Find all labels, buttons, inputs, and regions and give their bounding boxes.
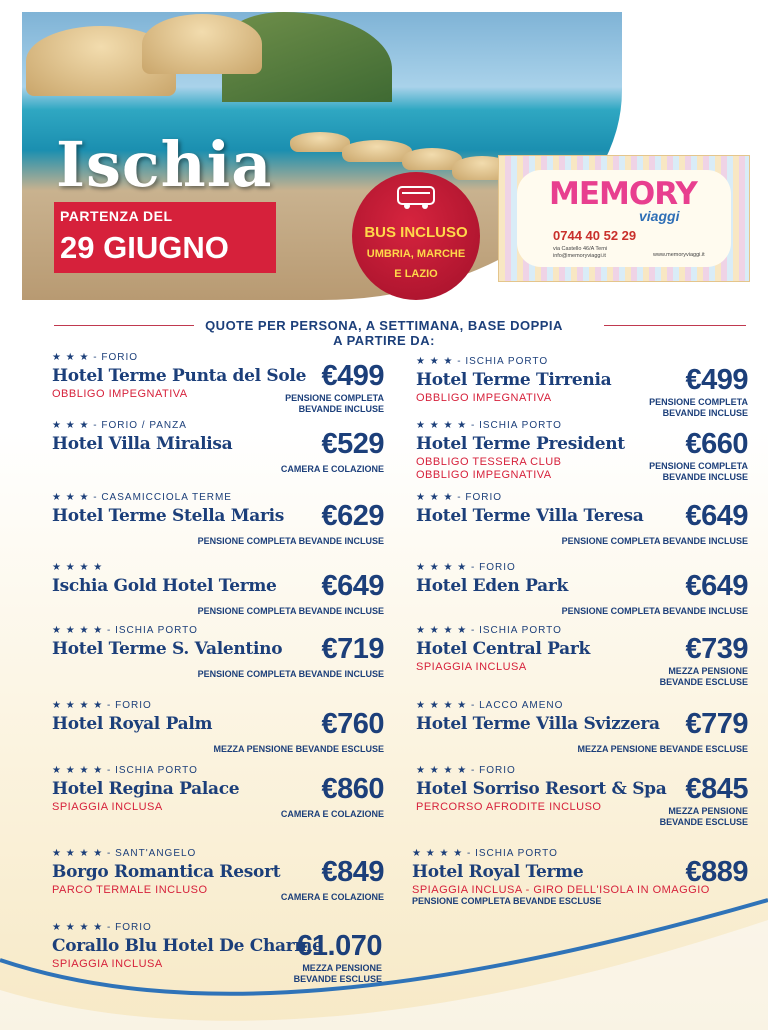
hotel-stars: ★ ★ ★ ★ (52, 562, 104, 573)
hotel-name: Hotel Terme Villa Teresa (416, 506, 644, 526)
hotel-entry (416, 492, 748, 564)
hotel-name: Hotel Terme Tirrenia (416, 370, 612, 390)
hotel-stars: ★ ★ ★ - CASAMICCIOLA TERME (52, 492, 232, 503)
hotel-entry (416, 700, 748, 772)
hotel-conditions: PENSIONE COMPLETA (649, 461, 748, 471)
hotel-conditions: BEVANDE ESCLUSE (293, 974, 382, 984)
hotel-note: OBBLIGO TESSERA CLUB (416, 456, 562, 468)
hotel-conditions: CAMERA E COLAZIONE (280, 809, 384, 819)
hotel-entry (52, 420, 384, 492)
hotel-conditions: MEZZA PENSIONE (302, 963, 382, 973)
hotel-name: Borgo Romantica Resort (52, 862, 281, 882)
hotel-name: Hotel Sorriso Resort & Spa (416, 779, 667, 799)
decorative-wave (0, 890, 768, 1030)
hotel-name: Hotel Eden Park (416, 576, 568, 596)
hotel-stars: ★ ★ ★ - FORIO / PANZA (52, 420, 187, 431)
hotel-conditions: BEVANDE ESCLUSE (659, 817, 748, 827)
hotel-note: SPIAGGIA INCLUSA (416, 661, 527, 673)
hotel-entry (52, 352, 384, 424)
agency-email: info@memoryviaggi.it (553, 253, 606, 259)
hotel-entry (52, 492, 384, 564)
umbrella-shape (142, 14, 262, 74)
hotel-name: Corallo Blu Hotel De Charme (52, 936, 323, 956)
hotel-entry (416, 625, 748, 697)
hotel-name: Hotel Terme Stella Maris (52, 506, 285, 526)
hotel-entry (416, 765, 748, 837)
hotel-conditions: PENSIONE COMPLETA (649, 397, 748, 407)
departure-box (54, 202, 276, 273)
bus-regions-line1: UMBRIA, MARCHE (366, 248, 466, 260)
departure-label: PARTENZA DEL (60, 208, 173, 224)
agency-address (553, 246, 643, 260)
hotel-note: SPIAGGIA INCLUSA - GIRO DELL'ISOLA IN OMAGGIO (412, 884, 710, 896)
hotel-stars: ★ ★ ★ ★ - FORIO (52, 700, 152, 711)
hotel-conditions: MEZZA PENSIONE (668, 666, 748, 676)
hotel-conditions: PENSIONE COMPLETA BEVANDE INCLUSE (197, 669, 384, 679)
hotel-name: Hotel Terme Villa Svizzera (416, 714, 660, 734)
hotel-conditions: CAMERA E COLAZIONE (280, 892, 384, 902)
hotel-name: Ischia Gold Hotel Terme (52, 576, 277, 596)
hotel-conditions: PENSIONE COMPLETA BEVANDE ESCLUSE (412, 896, 602, 906)
hotel-stars: ★ ★ ★ ★ - ISCHIA PORTO (416, 625, 562, 636)
hotel-stars: ★ ★ ★ ★ - ISCHIA PORTO (412, 848, 558, 859)
hotel-note: OBBLIGO IMPEGNATIVA (52, 388, 188, 400)
hotel-entry (416, 420, 748, 492)
bus-included-label: BUS INCLUSO (364, 224, 468, 241)
quote-header-line1: QUOTE PER PERSONA, A SETTIMANA, BASE DOPPIA (205, 318, 563, 333)
logo-frame (517, 170, 731, 267)
hotel-name: Hotel Villa Miralisa (52, 434, 233, 454)
hotel-note: OBBLIGO IMPEGNATIVA (416, 392, 552, 404)
hotel-name: Hotel Terme Punta del Sole (52, 366, 307, 386)
hotel-stars: ★ ★ ★ ★ - FORIO (416, 562, 516, 573)
agency-name: MEMORY (549, 176, 697, 212)
agency-address-line: via Castello 46/A Terni (553, 246, 608, 252)
hotel-price: €649 (685, 500, 748, 532)
hotel-stars: ★ ★ ★ ★ - FORIO (52, 922, 152, 933)
hotel-entry (52, 625, 384, 697)
destination-title: Ischia (56, 128, 273, 201)
hotel-conditions: MEZZA PENSIONE (668, 806, 748, 816)
hotel-note: SPIAGGIA INCLUSA (52, 801, 163, 813)
hotel-stars: ★ ★ ★ ★ - ISCHIA PORTO (52, 625, 198, 636)
hotel-conditions: BEVANDE ESCLUSE (659, 677, 748, 687)
hotel-conditions: PENSIONE COMPLETA BEVANDE INCLUSE (561, 536, 748, 546)
hotel-price: €529 (321, 428, 384, 460)
hotel-conditions: BEVANDE INCLUSE (662, 408, 748, 418)
hotel-entry (52, 562, 384, 634)
bus-badge (352, 172, 480, 300)
hotel-conditions: BEVANDE INCLUSE (298, 404, 384, 414)
hotel-price: €629 (321, 500, 384, 532)
hotel-conditions: PENSIONE COMPLETA BEVANDE INCLUSE (561, 606, 748, 616)
hotel-name: Hotel Terme President (416, 434, 625, 454)
hotel-name: Hotel Regina Palace (52, 779, 240, 799)
hotel-conditions: BEVANDE INCLUSE (662, 472, 748, 482)
hotel-price: €660 (685, 428, 748, 460)
hotel-conditions: MEZZA PENSIONE BEVANDE ESCLUSE (577, 744, 748, 754)
hotel-stars: ★ ★ ★ - FORIO (416, 492, 503, 503)
hotel-stars: ★ ★ ★ ★ - ISCHIA PORTO (416, 420, 562, 431)
agency-website: www.memoryviaggi.it (653, 252, 705, 258)
hotel-price: €499 (685, 364, 748, 396)
hotel-name: Hotel Central Park (416, 639, 591, 659)
hotel-price: €845 (685, 773, 748, 805)
hotel-entry (52, 700, 384, 772)
hotel-conditions: PENSIONE COMPLETA BEVANDE INCLUSE (197, 536, 384, 546)
hotel-price: €1.070 (296, 930, 382, 962)
hotel-price: €760 (321, 708, 384, 740)
agency-subtitle: viaggi (639, 208, 680, 224)
bus-icon (396, 184, 436, 210)
hotel-name: Hotel Terme S. Valentino (52, 639, 283, 659)
hotel-stars: ★ ★ ★ - ISCHIA PORTO (416, 356, 549, 367)
hotel-stars: ★ ★ ★ - FORIO (52, 352, 139, 363)
hotel-price: €649 (685, 570, 748, 602)
hotel-note: OBBLIGO IMPEGNATIVA (416, 469, 552, 481)
hotel-entry (52, 765, 384, 837)
agency-logo (498, 155, 750, 282)
hotel-note: PERCORSO AFRODITE INCLUSO (416, 801, 602, 813)
hotel-price: €889 (685, 856, 748, 888)
hotel-entry (416, 356, 748, 428)
quote-header (0, 318, 768, 348)
agency-phone: 0744 40 52 29 (553, 228, 637, 243)
hotel-stars: ★ ★ ★ ★ - SANT'ANGELO (52, 848, 197, 859)
bus-regions-line2: E LAZIO (394, 268, 438, 280)
hotel-name: Hotel Royal Palm (52, 714, 213, 734)
hotel-price: €499 (321, 360, 384, 392)
umbrella-shape (290, 132, 350, 152)
hotel-conditions: PENSIONE COMPLETA (285, 393, 384, 403)
quote-header-line2: A PARTIRE DA: (333, 333, 435, 348)
hotel-price: €779 (685, 708, 748, 740)
hotel-conditions: MEZZA PENSIONE BEVANDE ESCLUSE (213, 744, 384, 754)
hotel-stars: ★ ★ ★ ★ - LACCO AMENO (416, 700, 564, 711)
hotel-stars: ★ ★ ★ ★ - FORIO (416, 765, 516, 776)
hotel-note: SPIAGGIA INCLUSA (52, 958, 163, 970)
hotel-price: €849 (321, 856, 384, 888)
hotel-entry (416, 562, 748, 634)
hotel-stars: ★ ★ ★ ★ - ISCHIA PORTO (52, 765, 198, 776)
departure-date: 29 GIUGNO (60, 230, 229, 265)
hotel-price: €739 (685, 633, 748, 665)
hotel-name: Hotel Royal Terme (412, 862, 584, 882)
hotel-conditions: CAMERA E COLAZIONE (280, 464, 384, 474)
hotel-price: €860 (321, 773, 384, 805)
hotel-conditions: PENSIONE COMPLETA BEVANDE INCLUSE (197, 606, 384, 616)
hotel-price: €649 (321, 570, 384, 602)
hotel-price: €719 (321, 633, 384, 665)
hotel-note: PARCO TERMALE INCLUSO (52, 884, 208, 896)
